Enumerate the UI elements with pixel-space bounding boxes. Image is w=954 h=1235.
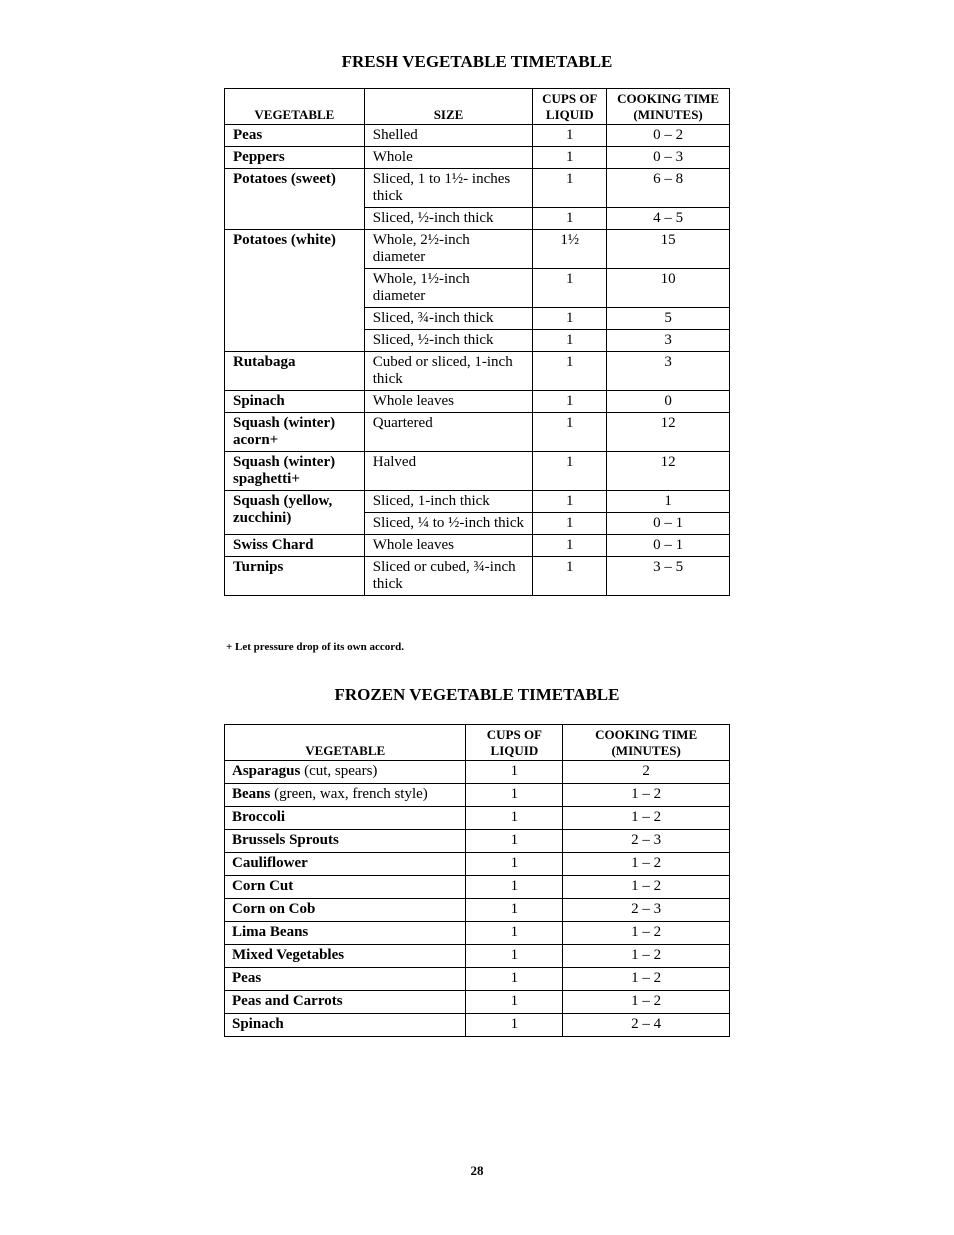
- time-cell: 15: [607, 230, 730, 269]
- vegetable-cell: [225, 991, 466, 1014]
- header-cups: [533, 89, 607, 125]
- size-cell: Sliced, 1 to 1½- inches thick: [364, 169, 533, 208]
- time-cell: 3: [607, 330, 730, 352]
- table-row: [225, 991, 730, 1014]
- time-cell: 2: [563, 761, 730, 784]
- vegetable-name: Beans: [232, 786, 271, 802]
- size-cell: Whole leaves: [364, 535, 533, 557]
- frozen-vegetable-table: [224, 724, 730, 1037]
- vegetable-cell: [225, 761, 466, 784]
- time-cell: 1 – 2: [563, 876, 730, 899]
- cups-cell: 1: [533, 352, 607, 391]
- header-time-line1: COOKING TIME: [595, 727, 698, 742]
- time-cell: 1 – 2: [563, 784, 730, 807]
- time-cell: 3: [607, 352, 730, 391]
- size-cell: Whole, 1½-inch diameter: [364, 269, 533, 308]
- vegetable-cell: Rutabaga: [225, 352, 365, 391]
- cups-cell: 1: [466, 991, 563, 1014]
- fresh-vegetable-table: [224, 88, 730, 596]
- frozen-timetable-title: FROZEN VEGETABLE TIMETABLE: [334, 685, 620, 704]
- vegetable-cell: [225, 899, 466, 922]
- vegetable-note: (green, wax, french style): [270, 786, 428, 802]
- size-cell: Sliced, ½-inch thick: [364, 208, 533, 230]
- size-cell: Whole leaves: [364, 391, 533, 413]
- cups-cell: 1: [466, 761, 563, 784]
- header-cups-line2: LIQUID: [490, 743, 539, 758]
- vegetable-name: Asparagus: [232, 763, 301, 779]
- vegetable-name: Brussels Sprouts: [232, 832, 339, 848]
- time-cell: 0: [607, 391, 730, 413]
- page-number: 28: [470, 1163, 484, 1178]
- vegetable-cell: Squash (winter) acorn+: [225, 413, 365, 452]
- cups-cell: 1: [533, 308, 607, 330]
- vegetable-name: Peas: [232, 970, 262, 986]
- time-cell: 12: [607, 452, 730, 491]
- table-row: [225, 169, 730, 208]
- size-cell: Sliced, ½-inch thick: [364, 330, 533, 352]
- vegetable-cell: [225, 830, 466, 853]
- table-row: [225, 968, 730, 991]
- table-header-row: [225, 89, 730, 125]
- time-cell: 5: [607, 308, 730, 330]
- vegetable-cell: [225, 807, 466, 830]
- time-cell: 6 – 8: [607, 169, 730, 208]
- vegetable-cell: Potatoes (white): [225, 230, 365, 352]
- time-cell: 0 – 3: [607, 147, 730, 169]
- cups-cell: 1: [533, 391, 607, 413]
- size-cell: Halved: [364, 452, 533, 491]
- size-cell: Whole: [364, 147, 533, 169]
- cups-cell: 1: [533, 513, 607, 535]
- table-row: [225, 391, 730, 413]
- table-row: [225, 230, 730, 269]
- time-cell: 1 – 2: [563, 853, 730, 876]
- table-row: [225, 491, 730, 513]
- header-time-line2: (MINUTES): [633, 107, 703, 122]
- table-row: [225, 1014, 730, 1037]
- header-cups-line1: CUPS OF: [486, 727, 542, 742]
- vegetable-cell: [225, 945, 466, 968]
- time-cell: 12: [607, 413, 730, 452]
- table-row: [225, 761, 730, 784]
- table-row: [225, 125, 730, 147]
- cups-cell: 1: [466, 784, 563, 807]
- cups-cell: 1: [533, 125, 607, 147]
- table-row: [225, 830, 730, 853]
- footnote: + Let pressure drop of its own accord.: [226, 641, 404, 653]
- time-cell: 1 – 2: [563, 968, 730, 991]
- size-cell: Cubed or sliced, 1-inch thick: [364, 352, 533, 391]
- vegetable-cell: Potatoes (sweet): [225, 169, 365, 230]
- fresh-timetable-title: FRESH VEGETABLE TIMETABLE: [341, 52, 613, 71]
- cups-cell: 1: [533, 413, 607, 452]
- vegetable-cell: Peppers: [225, 147, 365, 169]
- table-row: [225, 413, 730, 452]
- cups-cell: 1: [533, 208, 607, 230]
- table-row: [225, 352, 730, 391]
- time-cell: 0 – 2: [607, 125, 730, 147]
- vegetable-cell: [225, 968, 466, 991]
- vegetable-note: (cut, spears): [300, 763, 378, 779]
- table-row: [225, 899, 730, 922]
- cups-cell: 1: [466, 853, 563, 876]
- cups-cell: 1: [533, 169, 607, 208]
- cups-cell: 1½: [533, 230, 607, 269]
- table-row: [225, 784, 730, 807]
- table-row: [225, 535, 730, 557]
- vegetable-cell: Squash (yellow, zucchini): [225, 491, 365, 535]
- cups-cell: 1: [533, 535, 607, 557]
- table-row: [225, 147, 730, 169]
- cups-cell: 1: [466, 1014, 563, 1037]
- size-cell: Whole, 2½-inch diameter: [364, 230, 533, 269]
- table-row: [225, 557, 730, 596]
- vegetable-cell: Squash (winter) spaghetti+: [225, 452, 365, 491]
- cups-cell: 1: [533, 330, 607, 352]
- time-cell: 1 – 2: [563, 945, 730, 968]
- table-header-row: [225, 725, 730, 761]
- vegetable-cell: Peas: [225, 125, 365, 147]
- vegetable-name: Corn on Cob: [232, 901, 316, 917]
- cups-cell: 1: [533, 557, 607, 596]
- size-cell: Sliced, ¼ to ½-inch thick: [364, 513, 533, 535]
- vegetable-name: Lima Beans: [232, 924, 309, 940]
- cups-cell: 1: [466, 945, 563, 968]
- time-cell: 1: [607, 491, 730, 513]
- cups-cell: 1: [466, 876, 563, 899]
- cups-cell: 1: [533, 491, 607, 513]
- cups-cell: 1: [466, 922, 563, 945]
- cups-cell: 1: [466, 968, 563, 991]
- time-cell: 2 – 3: [563, 899, 730, 922]
- table-row: [225, 452, 730, 491]
- vegetable-cell: [225, 784, 466, 807]
- time-cell: 1 – 2: [563, 922, 730, 945]
- vegetable-cell: [225, 876, 466, 899]
- table-row: [225, 807, 730, 830]
- size-cell: Quartered: [364, 413, 533, 452]
- vegetable-cell: [225, 922, 466, 945]
- vegetable-name: Broccoli: [232, 809, 286, 825]
- time-cell: 3 – 5: [607, 557, 730, 596]
- vegetable-name: Spinach: [232, 1016, 284, 1032]
- cups-cell: 1: [533, 147, 607, 169]
- vegetable-name: Peas and Carrots: [232, 993, 343, 1009]
- cups-cell: 1: [466, 830, 563, 853]
- size-cell: Sliced, ¾-inch thick: [364, 308, 533, 330]
- header-cups: [466, 725, 563, 761]
- table-row: [225, 922, 730, 945]
- table-row: [225, 876, 730, 899]
- table-row: [225, 853, 730, 876]
- size-cell: Shelled: [364, 125, 533, 147]
- time-cell: 1 – 2: [563, 807, 730, 830]
- time-cell: 2 – 4: [563, 1014, 730, 1037]
- vegetable-cell: Spinach: [225, 391, 365, 413]
- vegetable-cell: Turnips: [225, 557, 365, 596]
- size-cell: Sliced, 1-inch thick: [364, 491, 533, 513]
- vegetable-cell: [225, 1014, 466, 1037]
- time-cell: 0 – 1: [607, 513, 730, 535]
- time-cell: 0 – 1: [607, 535, 730, 557]
- header-vegetable: VEGETABLE: [225, 725, 466, 761]
- vegetable-cell: [225, 853, 466, 876]
- header-time-line1: COOKING TIME: [617, 91, 720, 106]
- vegetable-name: Corn Cut: [232, 878, 294, 894]
- header-vegetable: VEGETABLE: [225, 89, 365, 125]
- size-cell: Sliced or cubed, ¾-inch thick: [364, 557, 533, 596]
- header-cooking-time: [563, 725, 730, 761]
- header-size: SIZE: [364, 89, 533, 125]
- header-cooking-time: [607, 89, 730, 125]
- cups-cell: 1: [466, 807, 563, 830]
- cups-cell: 1: [533, 452, 607, 491]
- time-cell: 2 – 3: [563, 830, 730, 853]
- vegetable-name: Mixed Vegetables: [232, 947, 345, 963]
- header-time-line2: (MINUTES): [611, 743, 681, 758]
- header-cups-line2: LIQUID: [545, 107, 594, 122]
- vegetable-name: Cauliflower: [232, 855, 308, 871]
- cups-cell: 1: [533, 269, 607, 308]
- time-cell: 1 – 2: [563, 991, 730, 1014]
- time-cell: 10: [607, 269, 730, 308]
- time-cell: 4 – 5: [607, 208, 730, 230]
- cups-cell: 1: [466, 899, 563, 922]
- header-cups-line1: CUPS OF: [542, 91, 598, 106]
- vegetable-cell: Swiss Chard: [225, 535, 365, 557]
- table-row: [225, 945, 730, 968]
